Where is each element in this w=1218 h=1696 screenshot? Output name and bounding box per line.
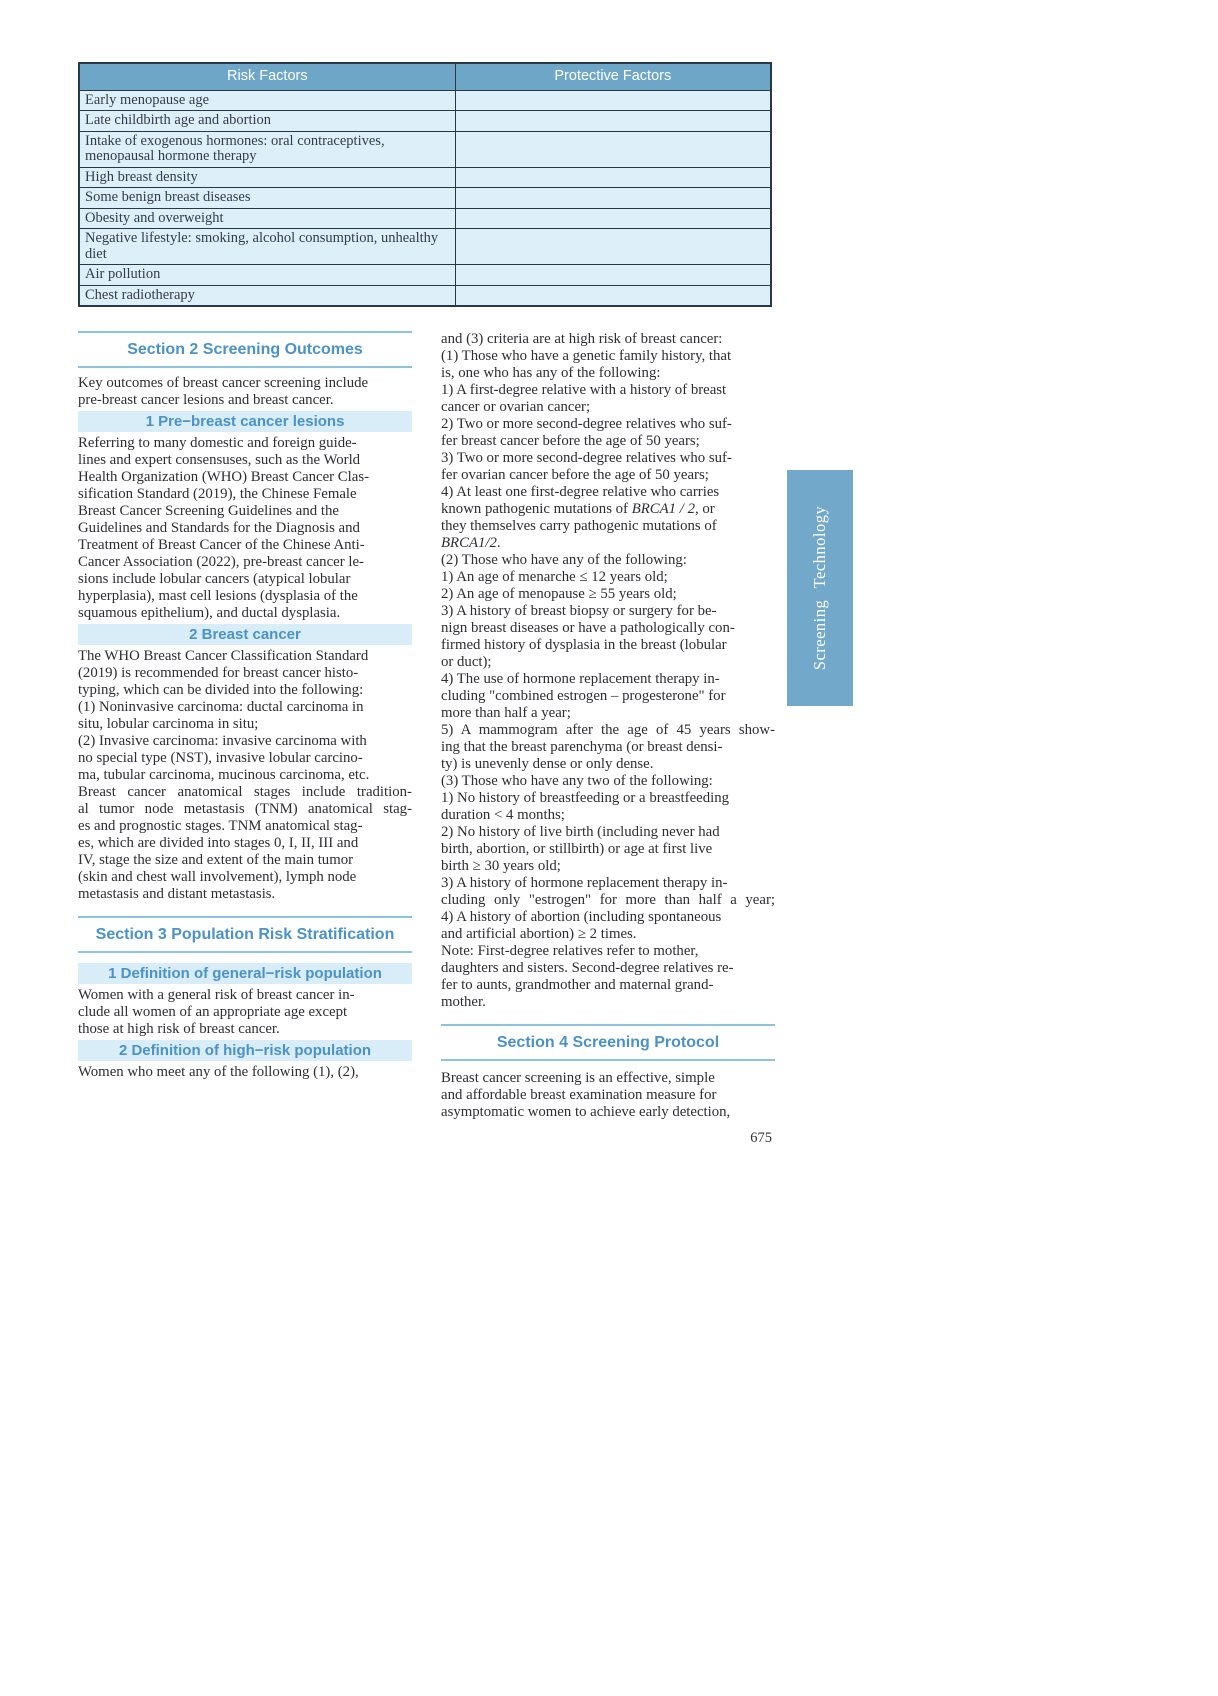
protective-factor-cell: [455, 90, 771, 111]
section-4-heading: Section 4 Screening Protocol: [441, 1024, 775, 1061]
paragraph-screening-outcomes: Key outcomes of breast cancer screening include pre-breast cancer lesions and breast cancer.: [78, 375, 369, 408]
protective-factor-cell: [455, 111, 771, 132]
protective-factor-cell: [455, 188, 771, 209]
page-number: 675: [750, 1130, 772, 1146]
risk-factor-cell: Air pollution: [79, 265, 455, 286]
risk-factor-cell: Negative lifestyle: smoking, alcohol consumption, unhealthy diet: [79, 229, 455, 265]
paragraph-high-risk-intro: Women who meet any of the following (1), (2),: [78, 1064, 359, 1080]
subheading-pre-breast-cancer-lesions: 1 Pre−breast cancer lesions: [78, 411, 412, 432]
protective-factor-cell: [455, 208, 771, 229]
screening-technology-tab: [787, 470, 853, 706]
risk-factor-cell: Obesity and overweight: [79, 208, 455, 229]
table-row: [79, 131, 771, 167]
subheading-general-risk: 1 Definition of general−risk population: [78, 963, 412, 984]
risk-factor-cell: Early menopause age: [79, 90, 455, 111]
table-row: [79, 265, 771, 286]
table-row: [79, 167, 771, 188]
table-row: [79, 111, 771, 132]
table-row: [79, 229, 771, 265]
paragraph-high-risk-criteria: and (3) criteria are at high risk of breast cancer: (1) Those who have a genetic family history, that is, one who has any of the following: 1) A first-degree relative with a history of breast cancer or ovarian cancer; 2) Two or more second-degree relatives who suf- fer breast cancer before the age of 50 years; 3) Two or more second-degree relatives who suf- fer ovarian cancer before the age of 50 years; 4) At least one first-degree relative who carries known pathogenic mutations of BRCA1 / 2, or they themselves carry pathogenic mutations of BRCA1/2. (2) Those who have any of the following: 1) An age of menarche ≤ 12 years old; 2) An age of menopause ≥ 55 years old; 3) A history of breast biopsy or surgery for be- nign breast diseases or have a pathologically con- firmed history of dysplasia in the breast (lobular or duct); 4) The use of hormone replacement therapy in- cluding "combined estrogen – progesterone" for more than half a year; 5) A mammogram after the age of 45 years show- ing that the breast parenchyma (or breast densi- ty) is unevenly dense or only dense. (3) Those who have any two of the following: 1) No history of breastfeeding or a breastfeeding duration < 4 months; 2) No history of live birth (including never had birth, abortion, or stillbirth) or age at first live birth ≥ 30 years old; 3) A history of hormone replacement therapy in- cluding only "estrogen" for more than half a year; 4) A history of abortion (including spontaneous and artificial abortion) ≥ 2 times. Note: First-degree relatives refer to mother, daughters and sisters. Second-degree relatives re- fer to aunts, grandmother and maternal grand- mother.: [441, 331, 775, 1010]
table-row: [79, 285, 771, 306]
table-header-row: [79, 63, 771, 90]
subheading-breast-cancer: 2 Breast cancer: [78, 624, 412, 645]
paragraph-breast-cancer: The WHO Breast Cancer Classification Standard (2019) is recommended for breast cancer histo- typing, which can be divided into the following: (1) Noninvasive carcinoma: ductal carcinoma in situ, lobular carcinoma in situ; (2) Invasive carcinoma: invasive carcinoma with no special type (NST), invasive lobular carcino- ma, tubular carcinoma, mucinous carcinoma, etc. Breast cancer anatomical stages include tradition- al tumor node metastasis (TNM) anatomical stag- es and prognostic stages. TNM anatomical stag- es, which are divided into stages 0, I, II, III and IV, stage the size and extent of the main tumor (skin and chest wall involvement), lymph node metastasis and distant metastasis.: [78, 648, 412, 902]
table-header-protective-factors: Protective Factors: [455, 63, 771, 90]
section-3-heading: Section 3 Population Risk Stratification: [78, 916, 412, 953]
risk-protective-table: [78, 62, 772, 307]
paragraph-general-risk: Women with a general risk of breast cancer in- clude all women of an appropriate age except those at high risk of breast cancer.: [78, 987, 355, 1037]
risk-factor-cell: Chest radiotherapy: [79, 285, 455, 306]
protective-factor-cell: [455, 265, 771, 286]
tab-label: Screening Technology: [810, 505, 829, 671]
paragraph-screening-protocol: Breast cancer screening is an effective, simple and affordable breast examination measure for asymptomatic women to achieve early detection,: [441, 1070, 731, 1120]
protective-factor-cell: [455, 229, 771, 265]
section-2-heading: Section 2 Screening Outcomes: [78, 331, 412, 368]
right-column: [441, 331, 775, 1121]
subheading-high-risk: 2 Definition of high−risk population: [78, 1040, 412, 1061]
table-row: [79, 90, 771, 111]
table-row: [79, 188, 771, 209]
protective-factor-cell: [455, 167, 771, 188]
risk-factor-cell: High breast density: [79, 167, 455, 188]
risk-factor-cell: Intake of exogenous hormones: oral contraceptives, menopausal hormone therapy: [79, 131, 455, 167]
protective-factor-cell: [455, 285, 771, 306]
risk-factor-cell: Some benign breast diseases: [79, 188, 455, 209]
paragraph-pre-breast-cancer-lesions: Referring to many domestic and foreign guide- lines and expert consensuses, such as the World Health Organization (WHO) Breast Cancer Clas- sification Standard (2019), the Chinese Female Breast Cancer Screening Guidelines and the Guidelines and Standards for the Diagnosis and Treatment of Breast Cancer of the Chinese Anti- Cancer Association (2022), pre-breast cancer le- sions include lobular cancers (atypical lobular hyperplasia), mast cell lesions (dysplasia of the squamous epithelium), and ductal dysplasia.: [78, 435, 370, 621]
protective-factor-cell: [455, 131, 771, 167]
left-column: [78, 331, 412, 1081]
risk-factor-cell: Late childbirth age and abortion: [79, 111, 455, 132]
table-header-risk-factors: Risk Factors: [79, 63, 455, 90]
table-row: [79, 208, 771, 229]
